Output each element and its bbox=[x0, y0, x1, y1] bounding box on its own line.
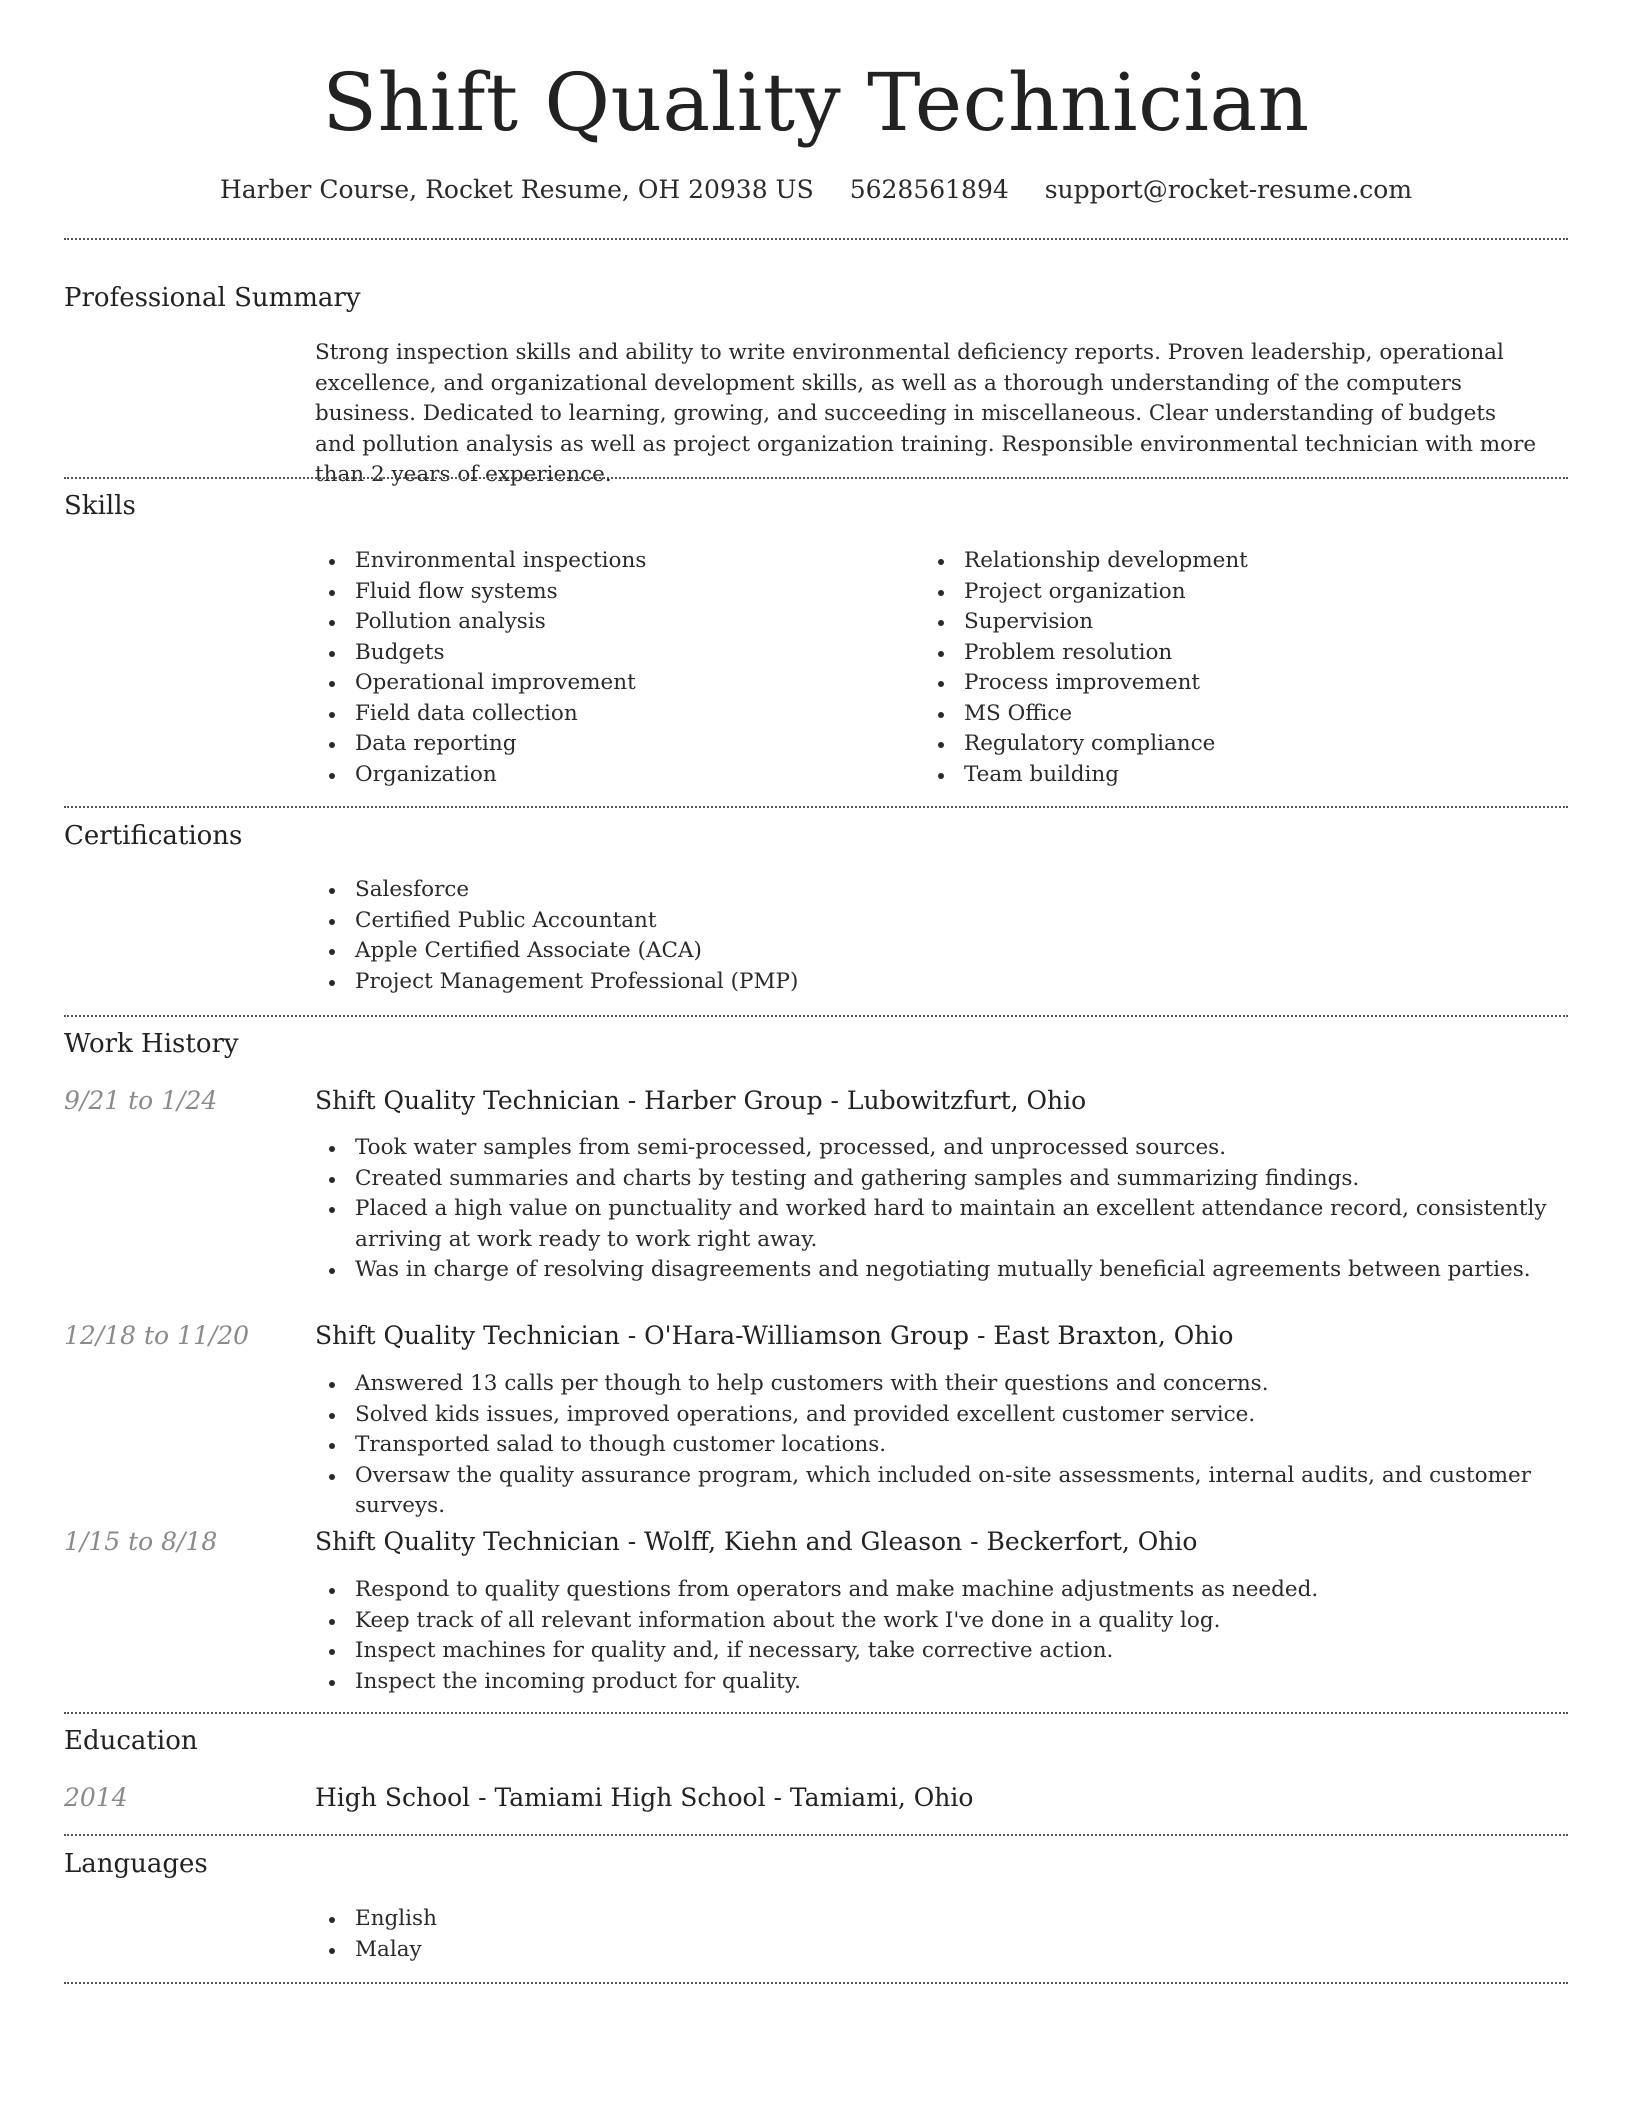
skills-list-right bbox=[920, 546, 1524, 790]
job-bullet: Answered 13 calls per though to help customers with their questions and concerns. bbox=[355, 1369, 1615, 1400]
job-bullets bbox=[311, 1133, 1585, 1286]
job-bullet: Took water samples from semi-processed, processed, and unprocessed sources. bbox=[355, 1133, 1585, 1164]
job-bullet: Created summaries and charts by testing and gathering samples and summarizing findings. bbox=[355, 1164, 1585, 1195]
skill-item: Relationship development bbox=[964, 546, 1524, 577]
section-divider bbox=[64, 1015, 1568, 1017]
languages-heading: Languages bbox=[64, 1849, 208, 1879]
job-dates: 1/15 to 8/18 bbox=[64, 1527, 218, 1556]
summary-heading: Professional Summary bbox=[64, 283, 361, 313]
section-divider bbox=[64, 806, 1568, 808]
certifications-heading: Certifications bbox=[64, 821, 243, 851]
section-divider bbox=[64, 238, 1568, 240]
job-bullet: Inspect machines for quality and, if necessary, take corrective action. bbox=[355, 1636, 1585, 1667]
skill-item: Team building bbox=[964, 760, 1524, 791]
summary-text: Strong inspection skills and ability to write environmental deficiency reports. Proven leadership, operational excellence, and organizational development skills, as well as a thorough understanding of the computers business. Dedicated to learning, growing, and succeeding in miscellaneous. Clear understanding of budgets and pollution analysis as well as project organization training. Responsible environmental technician with more than 2 years of experience. bbox=[315, 340, 1537, 487]
job-dates: 12/18 to 11/20 bbox=[64, 1321, 250, 1350]
skill-item: Regulatory compliance bbox=[964, 729, 1524, 760]
certification-item: Certified Public Accountant bbox=[355, 906, 1555, 937]
skill-item: Operational improvement bbox=[355, 668, 915, 699]
contact-phone: 5628561894 bbox=[849, 175, 1009, 204]
skill-item: Project organization bbox=[964, 577, 1524, 608]
job-bullet: Oversaw the quality assurance program, which included on-site assessments, internal audits, and customer surveys. bbox=[355, 1461, 1615, 1522]
job-bullet: Was in charge of resolving disagreements and negotiating mutually beneficial agreements between parties. bbox=[355, 1255, 1585, 1286]
job-bullets bbox=[311, 1575, 1585, 1697]
job-bullets bbox=[311, 1369, 1615, 1522]
job-bullet: Transported salad to though customer locations. bbox=[355, 1430, 1615, 1461]
skill-item: Pollution analysis bbox=[355, 607, 915, 638]
section-divider bbox=[64, 1834, 1568, 1836]
job-heading: Shift Quality Technician - Harber Group - Lubowitzfurt, Ohio bbox=[315, 1086, 1087, 1115]
job-dates: 9/21 to 1/24 bbox=[64, 1086, 218, 1115]
skill-item: Field data collection bbox=[355, 699, 915, 730]
skill-item: Problem resolution bbox=[964, 638, 1524, 669]
skill-item: Data reporting bbox=[355, 729, 915, 760]
contact-line bbox=[0, 170, 1632, 210]
contact-address: Harber Course, Rocket Resume, OH 20938 US bbox=[219, 175, 814, 204]
skill-item: Environmental inspections bbox=[355, 546, 915, 577]
certification-item: Project Management Professional (PMP) bbox=[355, 967, 1555, 998]
languages-list bbox=[311, 1904, 955, 1965]
education-year: 2014 bbox=[64, 1783, 128, 1812]
section-divider bbox=[64, 1712, 1568, 1714]
language-item: English bbox=[355, 1904, 955, 1935]
skills-list-left bbox=[311, 546, 915, 790]
education-heading-line: High School - Tamiami High School - Tamiami, Ohio bbox=[315, 1783, 974, 1812]
skill-item: Supervision bbox=[964, 607, 1524, 638]
skill-item: Process improvement bbox=[964, 668, 1524, 699]
work-history-heading: Work History bbox=[64, 1029, 239, 1059]
resume-title: Shift Quality Technician bbox=[322, 56, 1310, 149]
certification-item: Salesforce bbox=[355, 875, 1555, 906]
job-bullet: Keep track of all relevant information about the work I've done in a quality log. bbox=[355, 1606, 1585, 1637]
job-bullet: Inspect the incoming product for quality. bbox=[355, 1667, 1585, 1698]
skill-item: MS Office bbox=[964, 699, 1524, 730]
section-divider bbox=[64, 1982, 1568, 1984]
job-heading: Shift Quality Technician - Wolff, Kiehn and Gleason - Beckerfort, Ohio bbox=[315, 1527, 1198, 1556]
job-bullet: Placed a high value on punctuality and worked hard to maintain an excellent attendance record, consistently arriving at work ready to work right away. bbox=[355, 1194, 1585, 1255]
job-heading: Shift Quality Technician - O'Hara-Williamson Group - East Braxton, Ohio bbox=[315, 1321, 1234, 1350]
job-bullet: Respond to quality questions from operators and make machine adjustments as needed. bbox=[355, 1575, 1585, 1606]
certifications-list bbox=[311, 875, 1555, 997]
skill-item: Organization bbox=[355, 760, 915, 791]
education-heading: Education bbox=[64, 1726, 198, 1756]
skill-item: Fluid flow systems bbox=[355, 577, 915, 608]
contact-email: support@rocket-resume.com bbox=[1044, 175, 1413, 204]
skill-item: Budgets bbox=[355, 638, 915, 669]
certification-item: Apple Certified Associate (ACA) bbox=[355, 936, 1555, 967]
language-item: Malay bbox=[355, 1935, 955, 1966]
section-divider bbox=[64, 477, 1568, 479]
skills-heading: Skills bbox=[64, 491, 136, 521]
job-bullet: Solved kids issues, improved operations, and provided excellent customer service. bbox=[355, 1400, 1615, 1431]
